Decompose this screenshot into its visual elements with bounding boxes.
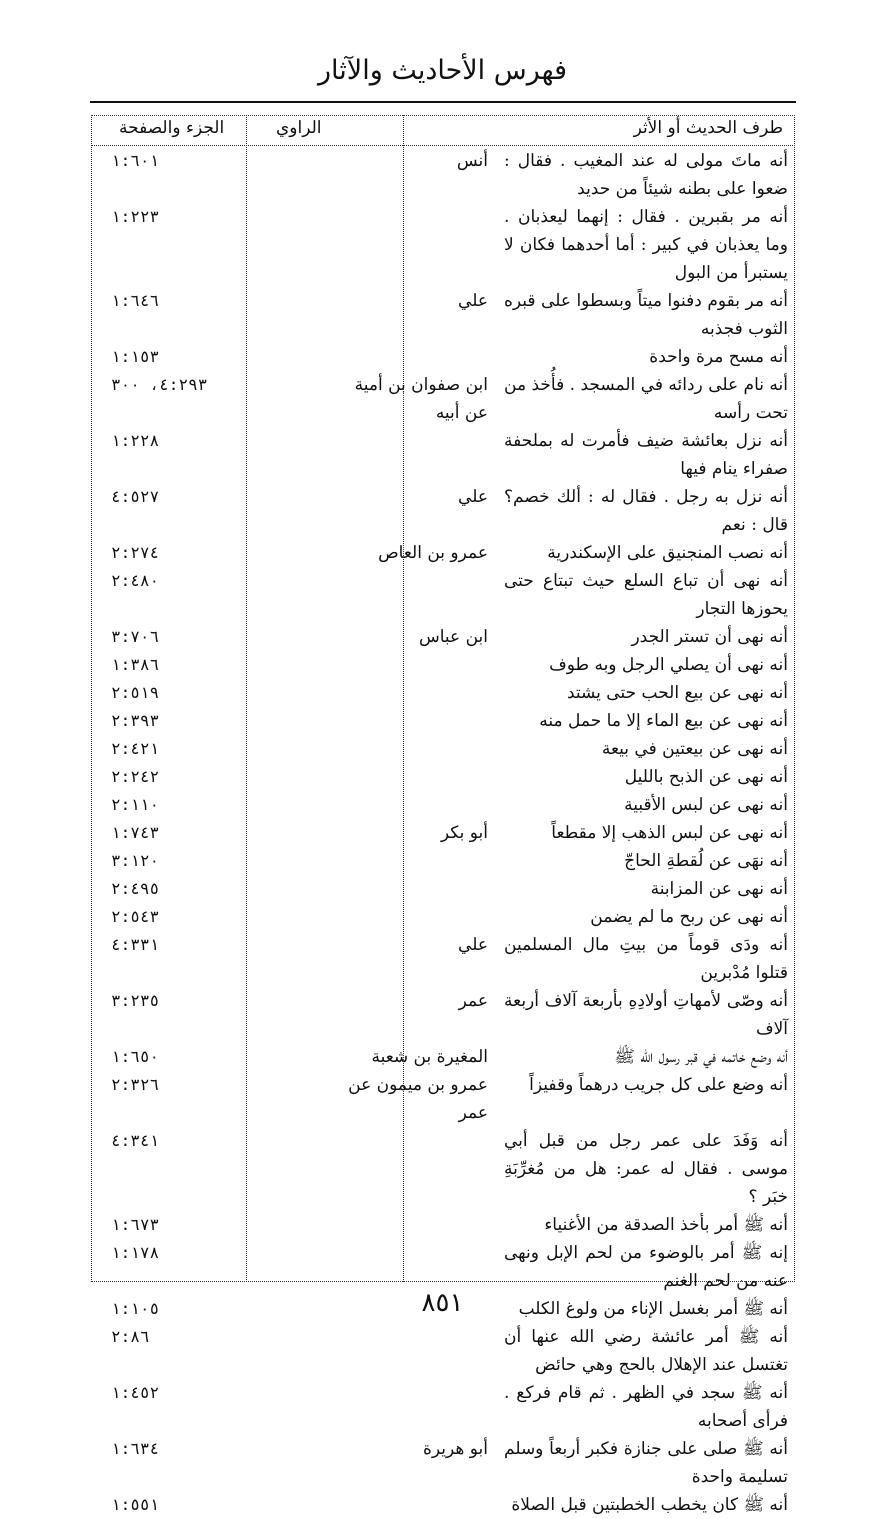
narrator	[343, 847, 498, 875]
narrator: المغيرة بن شعبة	[371, 1047, 488, 1067]
table-row	[91, 623, 795, 651]
narrator: عمر	[458, 991, 488, 1011]
volume-page-ref: ١:٧٤٣	[111, 823, 160, 842]
table-row	[91, 651, 795, 679]
narrator	[343, 1491, 498, 1519]
table-row	[91, 1323, 795, 1379]
table-row	[91, 1435, 795, 1491]
volume-page-ref: ١:٢٢٨	[111, 431, 160, 450]
volume-page-ref: ٢:٤٩٥	[111, 879, 160, 898]
table-row	[91, 707, 795, 735]
column-header-ref: الجزء والصفحة	[119, 118, 225, 138]
table-row	[91, 1211, 795, 1239]
hadith-text: أنه نام على ردائه في المسجد . فأُخذ من تحت رأسه	[504, 375, 788, 423]
volume-page-ref: ١:١٥٣	[111, 347, 160, 366]
hadith-text: أنه مر بقوم دفنوا ميتاً وبسطوا على قبره الثوب فجذبه	[504, 291, 788, 339]
narrator	[343, 763, 498, 791]
volume-page-ref: ٤:٣٣١	[111, 935, 160, 954]
hadith-text: أنه نهى أن تباع السلع حيث تبتاع حتى يحوزها التجار	[504, 571, 788, 619]
hadith-text: أنه وصّى لأمهاتِ أولادِهِ بأربعة آلاف أربعة آلاف	[504, 991, 788, 1039]
hadith-text: أنه مسح مرة واحدة	[649, 347, 788, 367]
hadith-text: أنه نزل به رجل . فقال له : ألك خصم؟ قال : نعم	[504, 487, 788, 535]
volume-page-ref: ١:٤٥٢	[111, 1383, 160, 1402]
table-row	[91, 819, 795, 847]
narrator	[343, 707, 498, 735]
hadith-text: أنه نهى عن ربح ما لم يضمن	[590, 907, 788, 927]
hadith-text: أنه وضع خاتمه في قبر رسول الله ﷺ	[614, 1047, 788, 1067]
narrator: أبو بكر	[440, 823, 488, 843]
narrator	[343, 679, 498, 707]
hadith-text: أنه نهى عن الذبح بالليل	[624, 767, 788, 787]
narrator	[343, 1379, 498, 1435]
volume-page-ref: ٣:٧٠٦	[111, 627, 160, 646]
table-row	[91, 371, 795, 427]
hadith-text: أنه ماتَ مولى له عند المغيب . فقال : ضعوا على بطنه شيئاً من حديد	[504, 151, 788, 199]
hadith-text: أنه نهى عن لبس الذهب إلا مقطعاً	[551, 823, 788, 843]
hadith-text: أنه ﷺ أمر عائشة رضي الله عنها أن تغتسل عند الإهلال بالحج وهي حائض	[504, 1327, 788, 1375]
volume-page-ref: ٢:٢٧٤	[111, 543, 160, 562]
narrator	[343, 1211, 498, 1239]
hadith-text: أنه نهَى عن لُقطةِ الحاجّ	[624, 851, 788, 871]
table-row	[91, 203, 795, 287]
narrator	[343, 343, 498, 371]
table-row	[91, 679, 795, 707]
narrator	[343, 735, 498, 763]
hadith-text: أنه نهى عن لبس الأقبية	[624, 795, 788, 815]
narrator: أنس	[456, 151, 488, 171]
narrator	[343, 875, 498, 903]
narrator: علي	[458, 291, 488, 311]
volume-page-ref: ٢:٣٢٦	[111, 1075, 160, 1094]
hadith-text: أنه ﷺ كان يخطب الخطبتين قبل الصلاة	[511, 1495, 788, 1515]
hadith-text: أنه نزل بعائشة ضيف فأمرت له بملحفة صفراء ينام فيها	[504, 431, 788, 479]
hadith-text: أنه نهى عن بيع الحب حتى يشتد	[566, 683, 788, 703]
narrator	[343, 903, 498, 931]
volume-page-ref: ١:٢٢٣	[111, 207, 160, 226]
hadith-text: أنه ودَى قوماً من بيتِ مال المسلمين قتلوا مُدْبرين	[504, 935, 788, 983]
column-header-narrator: الراوي	[276, 118, 322, 138]
hadith-text: أنه مر بقبرين . فقال : إنهما ليعذبان . وما يعذبان في كبير : أما أحدهما فكان لا يستبرأ من البول	[504, 207, 788, 283]
volume-page-ref: ١:١٠٥	[111, 1299, 160, 1318]
table-row	[91, 903, 795, 931]
hadith-text: أنه ﷺ سجد في الظهر . ثم قام فركع . فرأى أصحابه	[504, 1383, 788, 1431]
volume-page-ref: ٤:٥٢٧	[111, 487, 160, 506]
table-row	[91, 1043, 795, 1071]
narrator	[343, 651, 498, 679]
table-row	[91, 147, 795, 203]
table-row	[91, 1127, 795, 1211]
narrator	[343, 1127, 498, 1211]
hadith-text: أنه نهى عن بيعتين في بيعة	[601, 739, 788, 759]
table-row	[91, 1071, 795, 1127]
narrator: علي	[458, 487, 488, 507]
table-row	[91, 987, 795, 1043]
volume-page-ref: ٢:٥١٩	[111, 683, 160, 702]
hadith-text: أنه نهى أن تستر الجدر	[631, 627, 788, 647]
narrator: عمرو بن العاص	[378, 543, 488, 563]
hadith-text: أنه وضع على كل جريب درهماً وقفيزاً	[529, 1075, 788, 1095]
hadith-text: أنه ﷺ صلى على جنازة فكبر أربعاً وسلم تسليمة واحدة	[504, 1439, 788, 1487]
volume-page-ref: ١:٣٨٦	[111, 655, 160, 674]
table-row	[91, 875, 795, 903]
volume-page-ref: ١:٦٥٠	[111, 1047, 160, 1066]
volume-page-ref: ٤:٢٩٣، ٣٠٠	[111, 375, 208, 394]
table-row	[91, 1239, 795, 1295]
hadith-text: أنه ﷺ أمر بأخذ الصدقة من الأغنياء	[544, 1215, 788, 1235]
volume-page-ref: ٣:٢٣٥	[111, 991, 160, 1010]
hadith-text: إنه ﷺ أمر بالوضوء من لحم الإبل ونهى عنه من لحم الغنم	[504, 1243, 788, 1291]
table-row	[91, 539, 795, 567]
table-row	[91, 847, 795, 875]
title-rule	[90, 101, 796, 103]
hadith-text: أنه نهى عن المزابنة	[650, 879, 788, 899]
volume-page-ref: ١:٦٤٦	[111, 291, 160, 310]
hadith-text: أنه ﷺ أمر بغسل الإناء من ولوغ الكلب	[518, 1299, 788, 1319]
table-row	[91, 287, 795, 343]
hadith-text: أنه وَفَدَ على عمر رجل من قبل أبي موسى . فقال له عمر: هل من مُغرِّبَةِ خبَر ؟	[504, 1131, 788, 1207]
table-row	[91, 567, 795, 623]
volume-page-ref: ٣:١٢٠	[111, 851, 160, 870]
table-row	[91, 1379, 795, 1435]
narrator	[343, 203, 498, 287]
volume-page-ref: ١:١٧٨	[111, 1243, 160, 1262]
volume-page-ref: ٢:٥٤٣	[111, 907, 160, 926]
volume-page-ref: ١:٦٠١	[111, 151, 160, 170]
table-row	[91, 483, 795, 539]
volume-page-ref: ٢:٢٤٢	[111, 767, 160, 786]
header-divider	[91, 145, 795, 146]
table-row	[91, 763, 795, 791]
page-title: فهرس الأحاديث والآثار	[318, 55, 567, 86]
hadith-text: أنه نهى أن يصلي الرجل وبه طوف	[549, 655, 788, 675]
narrator	[343, 791, 498, 819]
table-row	[91, 791, 795, 819]
table-row	[91, 735, 795, 763]
narrator	[343, 1239, 498, 1295]
volume-page-ref: ٢:١١٠	[111, 795, 160, 814]
narrator: أبو هريرة	[422, 1439, 488, 1459]
narrator	[343, 1323, 498, 1379]
table-row	[91, 1491, 795, 1519]
table-row	[91, 343, 795, 371]
table-row	[91, 427, 795, 483]
column-header-text: طرف الحديث أو الأثر	[633, 118, 783, 138]
volume-page-ref: ٢:٣٩٣	[111, 711, 160, 730]
volume-page-ref: ١:٦٧٣	[111, 1215, 160, 1234]
narrator	[343, 567, 498, 623]
hadith-text: أنه نهى عن بيع الماء إلا ما حمل منه	[539, 711, 788, 731]
page-number: ٨٥١	[421, 1288, 464, 1318]
volume-page-ref: ١:٥٥١	[111, 1495, 160, 1514]
volume-page-ref: ١:٦٣٤	[111, 1439, 160, 1458]
volume-page-ref: ٢:٤٢١	[111, 739, 160, 758]
narrator	[343, 427, 498, 483]
narrator: عمرو بن ميمون عن عمر	[348, 1075, 488, 1123]
table-row	[91, 931, 795, 987]
narrator: ابن عباس	[418, 627, 488, 647]
narrator: ابن صفوان بن أمية عن أبيه	[354, 375, 488, 423]
narrator: علي	[458, 935, 488, 955]
volume-page-ref: ٢:٨٦	[111, 1327, 150, 1346]
volume-page-ref: ٢:٤٨٠	[111, 571, 160, 590]
volume-page-ref: ٤:٣٤١	[111, 1131, 160, 1150]
hadith-text: أنه نصب المنجنيق على الإسكندرية	[547, 543, 788, 563]
